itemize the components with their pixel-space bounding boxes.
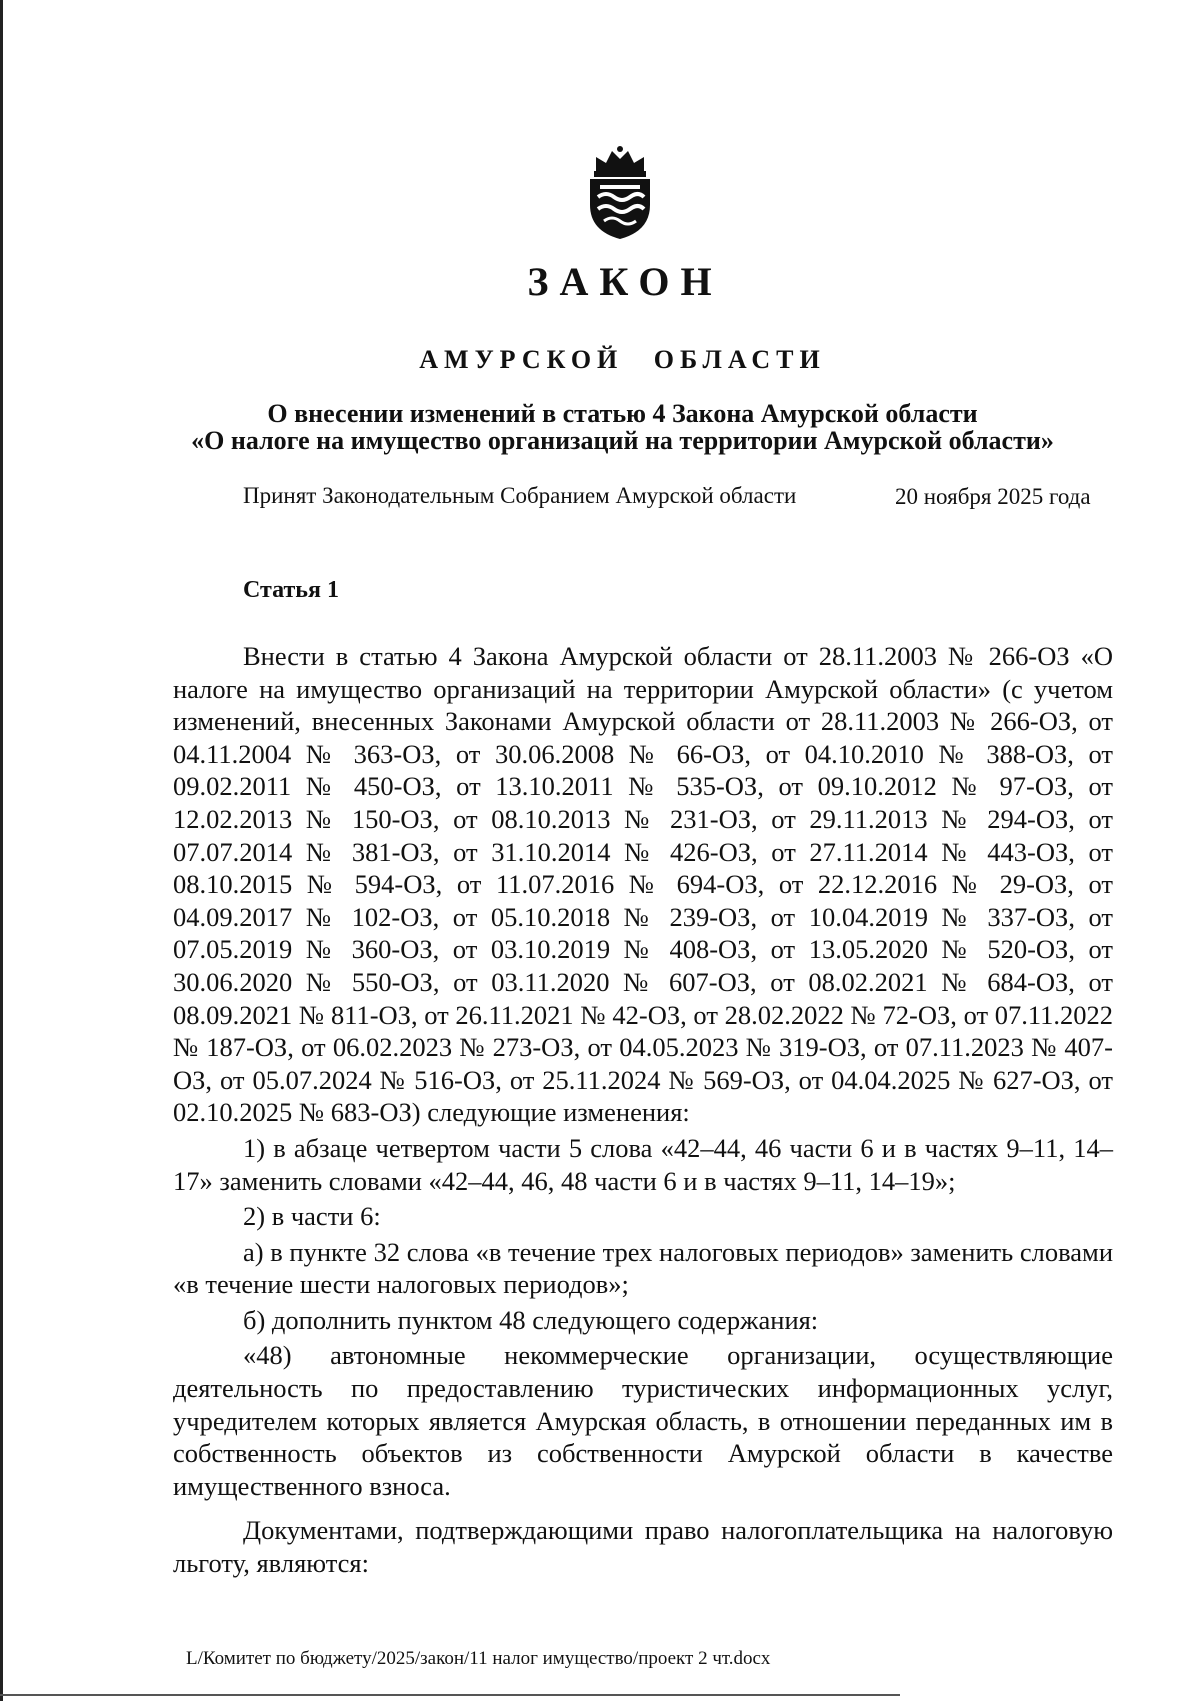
- subject-line-1: О внесении изменений в статью 4 Закона Амурской области: [267, 399, 978, 428]
- footer-file-path: L/Комитет по бюджету/2025/закон/11 налог имущество/проект 2 чт.docx: [186, 1648, 771, 1669]
- adopted-date: 20 ноября 2025 года: [895, 484, 1091, 509]
- article-paragraph: 1) в абзаце четвертом части 5 слова «42–44, 46 части 6 и в частях 9–11, 14–17» заменить словами «42–44, 46, 48 части 6 и в частях 9–11, 14–19»;: [173, 1132, 1113, 1196]
- coat-of-arms-icon: [582, 145, 658, 241]
- article-paragraph: «48) автономные некоммерческие организации, осуществляющие деятельность по предоставлению туристических информационных услуг, учредителем которых является Амурская область, в отношении переданных им в собственность объектов из собственности Амурской области в качестве имущественного взноса.: [173, 1340, 1113, 1501]
- article-paragraph: а) в пункте 32 слова «в течение трех налоговых периодов» заменить словами «в течение шести налоговых периодов»;: [173, 1236, 1113, 1300]
- document-title: ЗАКОН: [527, 259, 723, 304]
- article-paragraph: 2) в части 6:: [243, 1201, 381, 1232]
- adopted-by: Принят Законодательным Собранием Амурской области: [243, 483, 797, 508]
- document-subject: [0, 400, 1200, 454]
- article-paragraph: Внести в статью 4 Закона Амурской области от 28.11.2003 № 266-ОЗ «О налоге на имущество организаций на территории Амурской области» (с учетом изменений, внесенных Законами Амурской области от 28.11.2003 № 266-ОЗ, от 04.11.2004 № 363-ОЗ, от 30.06.2008 № 66-ОЗ, от 04.10.2010 № 388-ОЗ, от 09.02.2011 № 450-ОЗ, от 13.10.2011 № 535-ОЗ, от 09.10.2012 № 97-ОЗ, от 12.02.2013 № 150-ОЗ, от 08.10.2013 № 231-ОЗ, от 29.11.2013 № 294-ОЗ, от 07.07.2014 № 381-ОЗ, от 31.10.2014 № 426-ОЗ, от 27.11.2014 № 443-ОЗ, от 08.10.2015 № 594-ОЗ, от 11.07.2016 № 694-ОЗ, от 22.12.2016 № 29-ОЗ, от 04.09.2017 № 102-ОЗ, от 05.10.2018 № 239-ОЗ, от 10.04.2019 № 337-ОЗ, от 07.05.2019 № 360-ОЗ, от 03.10.2019 № 408-ОЗ, от 13.05.2020 № 520-ОЗ, от 30.06.2020 № 550-ОЗ, от 03.11.2020 № 607-ОЗ, от 08.02.2021 № 684-ОЗ, от 08.09.2021 № 811-ОЗ, от 26.11.2021 № 42-ОЗ, от 28.02.2022 № 72-ОЗ, от 07.11.2022 № 187-ОЗ, от 06.02.2023 № 273-ОЗ, от 04.05.2023 № 319-ОЗ, от 07.11.2023 № 407-ОЗ, от 05.07.2024 № 516-ОЗ, от 25.11.2024 № 569-ОЗ, от 04.04.2025 № 627-ОЗ, от 02.10.2025 № 683-ОЗ) следующие изменения:: [173, 641, 1113, 1128]
- subject-line-2: «О налоге на имущество организаций на территории Амурской области»: [191, 426, 1054, 455]
- document-region: АМУРСКОЙ ОБЛАСТИ: [419, 345, 826, 374]
- page-edge-bottom: [0, 1694, 900, 1696]
- article-heading: Статья 1: [243, 577, 339, 603]
- article-paragraph: Документами, подтверждающими право налогоплательщика на налоговую льготу, являются:: [173, 1515, 1113, 1579]
- page-edge-left: [0, 0, 3, 1701]
- article-body: [173, 640, 1113, 1580]
- article-paragraph: б) дополнить пунктом 48 следующего содержания:: [243, 1304, 819, 1335]
